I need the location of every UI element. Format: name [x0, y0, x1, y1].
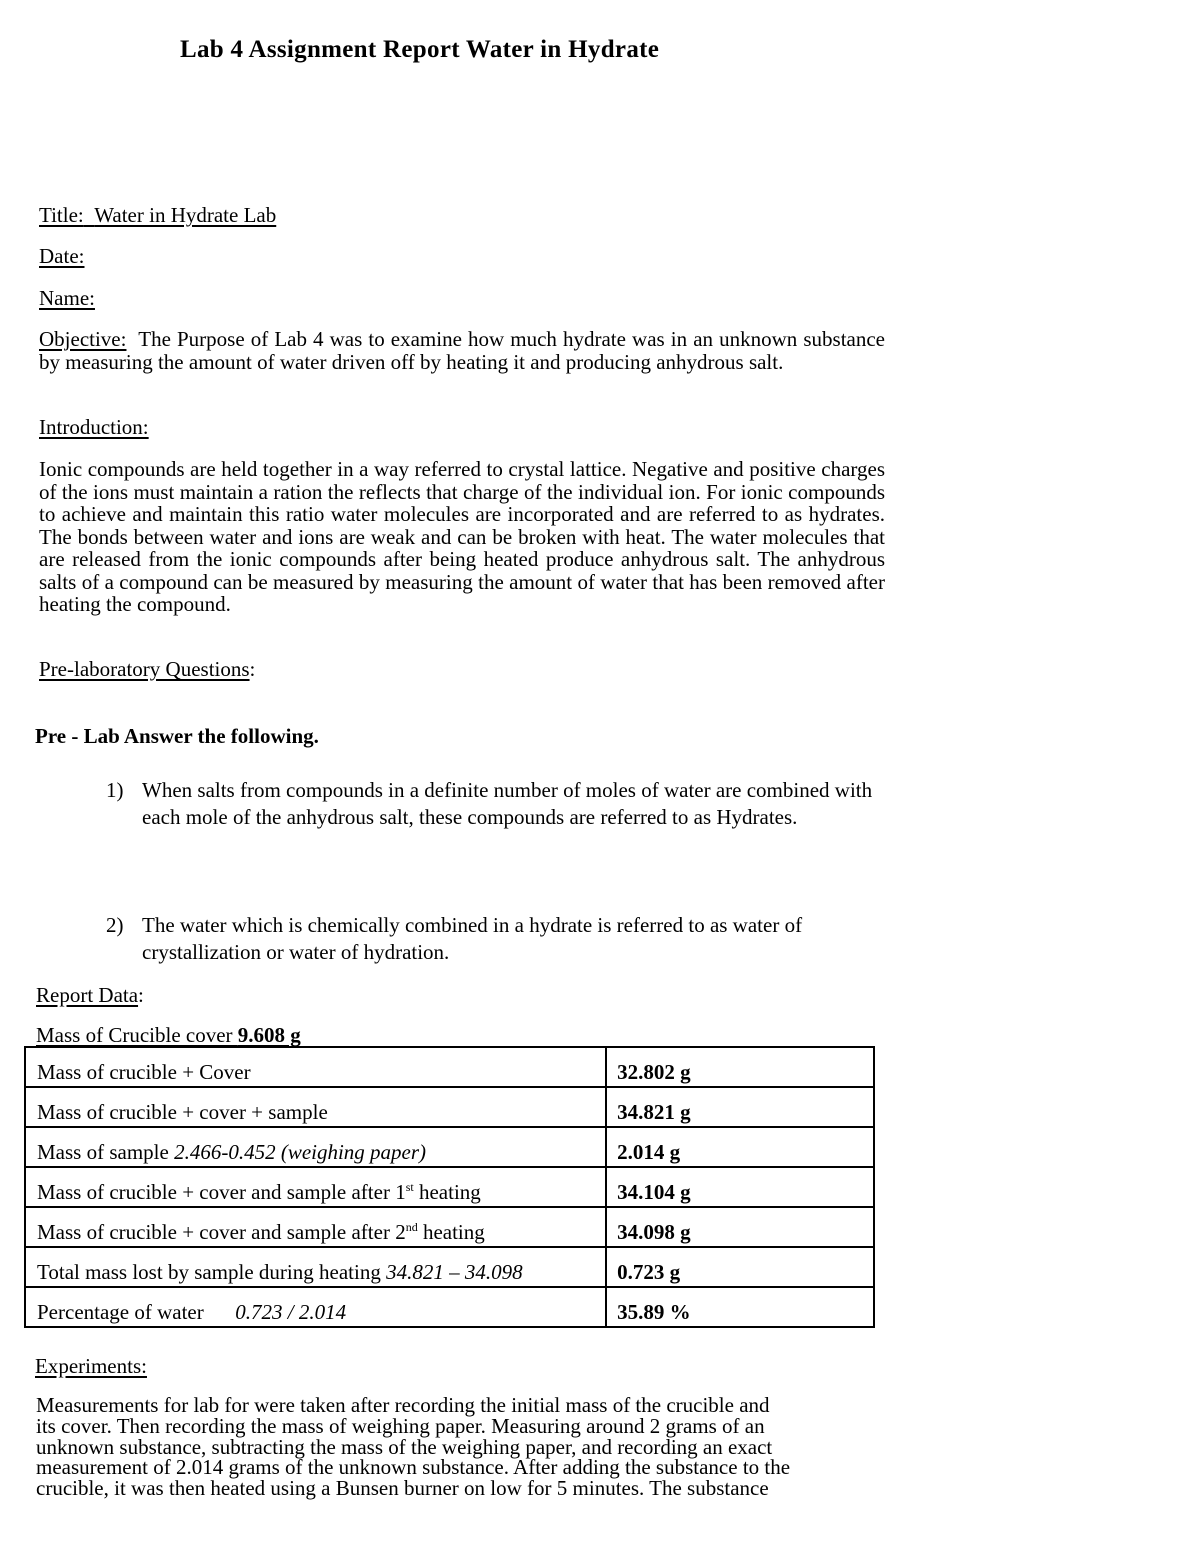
date-label: Date:	[39, 244, 85, 268]
introduction-heading	[39, 415, 149, 439]
title-value: Water in Hydrate Lab	[94, 203, 277, 227]
row-label: Percentage of water 0.723 / 2.014	[25, 1287, 606, 1327]
prelab-questions-heading: Pre-laboratory Questions:	[39, 657, 256, 681]
paragraph-line: crucible, it was then heated using a Bunsen burner on low for 5 minutes. The substance	[36, 1476, 769, 1501]
page-title: Lab 4 Assignment Report Water in Hydrate	[180, 36, 660, 63]
crucible-cover-label: Mass of Crucible cover	[36, 1023, 238, 1047]
report-data-table	[24, 1046, 875, 1328]
name-field	[39, 286, 95, 310]
row-value: 32.802 g	[606, 1047, 874, 1087]
question-1	[106, 777, 876, 831]
objective-text: The Purpose of Lab 4 was to examine how much hydrate was in an unknown substance by measuring the amount of water driven off by heating it and producing anhydrous salt.	[39, 327, 885, 374]
crucible-cover-value: 9.608 g	[237, 1023, 301, 1047]
paragraph-line: measurement of 2.014 grams of the unknown substance. After adding the substance to the	[36, 1455, 791, 1480]
row-label: Mass of crucible + cover and sample after 1st heating	[25, 1167, 606, 1207]
question-number: 1)	[106, 778, 124, 802]
row-value: 35.89 %	[606, 1287, 874, 1327]
row-label: Mass of crucible + cover + sample	[25, 1087, 606, 1127]
row-label: Mass of crucible + cover and sample after 2nd heating	[25, 1207, 606, 1247]
table-row	[25, 1087, 874, 1127]
table-row	[25, 1247, 874, 1287]
row-label: Mass of sample 2.466-0.452 (weighing paper)	[25, 1127, 606, 1167]
row-label: Total mass lost by sample during heating 34.821 – 34.098	[25, 1247, 606, 1287]
table-row	[25, 1167, 874, 1207]
report-data-heading: Report Data:	[36, 983, 144, 1007]
question-text: When salts from compounds in a definite number of moles of water are combined with each mole of the anhydrous salt, these compounds are referred to as Hydrates.	[142, 778, 873, 829]
question-number: 2)	[106, 913, 124, 937]
row-value: 34.821 g	[606, 1087, 874, 1127]
row-value: 34.104 g	[606, 1167, 874, 1207]
row-label: Mass of crucible + Cover	[25, 1047, 606, 1087]
row-note: 2.466-0.452 (weighing paper)	[174, 1140, 427, 1164]
experiments-text	[36, 1395, 886, 1499]
table-row	[25, 1207, 874, 1247]
prelab-heading: Pre - Lab Answer the following.	[35, 724, 319, 748]
table-row	[25, 1287, 874, 1327]
question-2	[106, 912, 876, 966]
paragraph-line: unknown substance, subtracting the mass of the weighing paper, and recording an exact	[36, 1434, 773, 1459]
objective-section	[39, 328, 885, 373]
name-label: Name:	[39, 286, 95, 310]
objective-label: Objective:	[39, 327, 127, 351]
report-data-label: Report Data	[36, 983, 139, 1007]
prelab-questions-label: Pre-laboratory Questions	[39, 657, 250, 681]
paragraph-line: Measurements for lab for were taken after recording the initial mass of the crucible and	[36, 1393, 770, 1417]
row-note: 0.723 / 2.014	[235, 1300, 347, 1324]
row-value: 0.723 g	[606, 1247, 874, 1287]
table-row	[25, 1047, 874, 1087]
crucible-cover-line	[36, 1023, 301, 1047]
date-field	[39, 244, 84, 268]
question-text: The water which is chemically combined in a hydrate is referred to as water of crystallization or water of hydration.	[142, 913, 803, 964]
title-label: Title:	[39, 203, 84, 227]
experiments-label: Experiments:	[35, 1354, 147, 1378]
row-value: 34.098 g	[606, 1207, 874, 1247]
table-row	[25, 1127, 874, 1167]
introduction-label: Introduction:	[39, 415, 149, 439]
row-note: 34.821 – 34.098	[386, 1260, 523, 1284]
title-field	[39, 203, 276, 227]
paragraph-line: its cover. Then recording the mass of weighing paper. Measuring around 2 grams of an	[36, 1413, 765, 1438]
introduction-text: Ionic compounds are held together in a way referred to crystal lattice. Negative and positive charges of the ions must maintain a ration the reflects that charge of the individual ion. For ionic compounds to achieve and maintain this ratio water molecules are incorporated and are referred to as hydrates. The bonds between water and ions are weak and can be broken with heat. The water molecules that are released from the ionic compounds after being heated produce anhydrous salt. The anhydrous salts of a compound can be measured by measuring the amount of water that has been removed after heating the compound.	[39, 457, 885, 616]
row-value: 2.014 g	[606, 1127, 874, 1167]
experiments-heading	[35, 1354, 147, 1378]
